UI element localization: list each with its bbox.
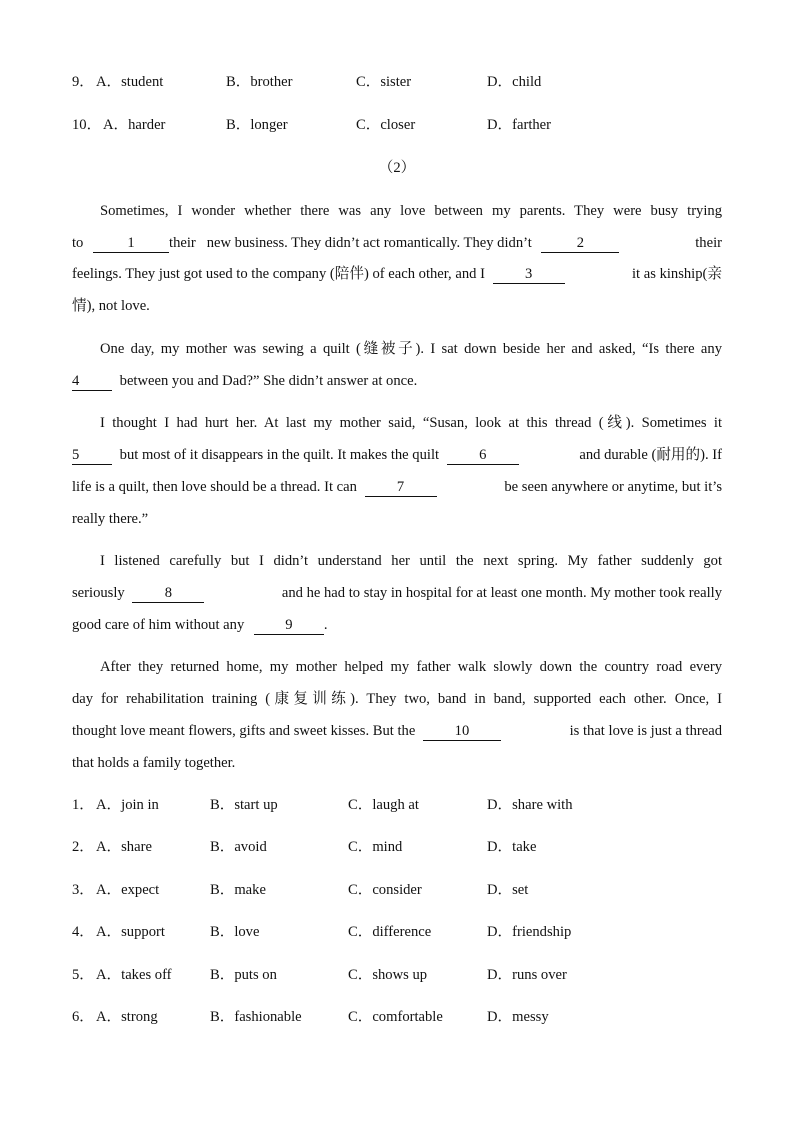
option-a: A．takes off [96,967,172,983]
passage-line [72,371,722,391]
passage-line: that holds a family together. [72,755,236,771]
passage-line [72,445,722,465]
option-b: B．avoid [210,839,267,855]
option-b: B．brother [226,74,293,90]
option-c: C．difference [348,924,432,940]
text-segment: feelings. They just got used to the company (陪伴) of each other, and I [72,266,485,282]
option-c: C．mind [348,839,403,855]
option-d: D．runs over [487,967,567,983]
question-number: 9． [72,74,94,90]
option-a: A．share [96,839,152,855]
option-d: D．friendship [487,924,572,940]
text-segment: good care of him without any [72,617,245,633]
text-segment: to [72,235,84,251]
option-b: B．make [210,882,266,898]
option-d: D．messy [487,1009,549,1025]
passage-line: I listened carefully but I didn’t understand her until the next spring. My father suddenly got [100,553,722,569]
passage-line [72,233,722,253]
passage-line: 情), not love. [72,298,150,314]
passage-line [72,615,722,635]
text-segment: but most of it disappears in the quilt. It makes the quilt [119,447,440,463]
option-c: C．comfortable [348,1009,443,1025]
option-c: C．closer [356,117,416,133]
option-b: B．love [210,924,260,940]
option-d: D．farther [487,117,552,133]
question-number: 3． [72,882,94,898]
text-segment: and durable (耐用的). If [579,447,722,463]
text-segment: their [695,235,722,251]
passage-line: really there.” [72,511,149,527]
question-number: 1． [72,797,94,813]
option-c: C．laugh at [348,797,419,813]
blank-1: 1 [93,234,169,253]
blank-8: 8 [132,584,204,603]
option-a: A．student [96,74,164,90]
passage-line: One day, my mother was sewing a quilt (缝被子). I sat down beside her and asked, “Is there any [100,341,722,357]
question-number: 6． [72,1009,94,1025]
text-segment: . [323,617,328,633]
option-c: C．consider [348,882,422,898]
text-segment: seriously [72,585,125,601]
passage-line [72,583,722,603]
option-a: A．harder [103,117,166,133]
passage-line: After they returned home, my mother helped my father walk slowly down the country road every [100,659,722,675]
question-number: 4． [72,924,94,940]
option-d: D．child [487,74,542,90]
option-a: A．strong [96,1009,158,1025]
option-d: D．share with [487,797,573,813]
passage-line: Sometimes, I wonder whether there was any love between my parents. They were busy trying [100,203,722,219]
text-segment: life is a quilt, then love should be a thread. It can [72,479,357,495]
blank-5: 5 [72,446,112,465]
question-number: 5． [72,967,94,983]
blank-3: 3 [493,265,565,284]
option-b: B．longer [226,117,288,133]
question-number: 10． [72,117,102,133]
option-a: A．expect [96,882,160,898]
blank-10: 10 [423,722,501,741]
text-segment: it as kinship(亲 [632,266,722,282]
option-b: B．start up [210,797,278,813]
option-d: D．take [487,839,537,855]
text-segment: and he had to stay in hospital for at least one month. My mother took really [281,585,722,601]
blank-6: 6 [447,446,519,465]
text-segment: is that love is just a thread [569,723,722,739]
text-segment: be seen anywhere or anytime, but it’s [504,479,722,495]
blank-7: 7 [365,478,437,497]
blank-4: 4 [72,372,112,391]
option-b: B．fashionable [210,1009,302,1025]
option-c: C．shows up [348,967,428,983]
text-segment: between you and Dad?” She didn’t answer at once. [119,373,418,389]
option-c: C．sister [356,74,412,90]
option-a: A．join in [96,797,159,813]
question-number: 2． [72,839,94,855]
passage-line: I thought I had hurt her. At last my mother said, “Susan, look at this thread (线). Sometimes it [100,415,722,431]
passage-line: day for rehabilitation training (康复训练). They two, band in band, supported each other. Once, I [72,691,722,707]
text-segment: thought love meant flowers, gifts and sweet kisses. But the [72,723,416,739]
blank-9: 9 [254,616,324,635]
text-segment: their new business. They didn’t act romantically. They didn’t [169,235,532,251]
option-a: A．support [96,924,165,940]
blank-2: 2 [541,234,619,253]
option-d: D．set [487,882,529,898]
option-b: B．puts on [210,967,277,983]
passage-line [72,721,722,741]
passage-line [72,477,722,497]
passage-line [72,264,722,284]
section-title: （2） [378,160,416,176]
